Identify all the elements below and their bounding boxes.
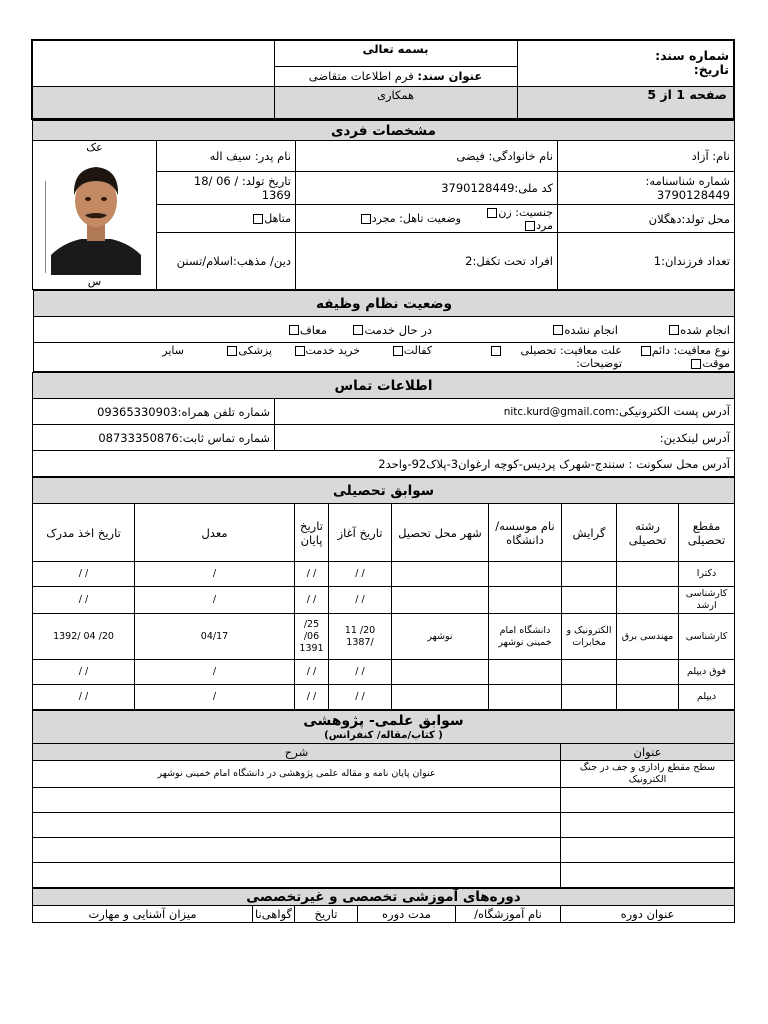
research-table: [32, 710, 735, 888]
edu-cell: / /: [33, 660, 135, 685]
edu-cell: / /: [329, 562, 392, 587]
edu-cell: / /: [329, 660, 392, 685]
logo-cell: [32, 40, 274, 86]
education-section-title: سوابق تحصیلی: [33, 478, 735, 504]
edu-cell: [489, 562, 562, 587]
military-exempt: [288, 323, 327, 337]
edu-cell: /: [135, 562, 295, 587]
exempt-reason-group: [502, 344, 622, 370]
exempt-temporary-label: موقت: [702, 357, 730, 370]
edu-cell: فوق دیپلم: [679, 660, 735, 685]
marital-married-checkbox[interactable]: [253, 214, 263, 224]
exempt-medical-checkbox[interactable]: [227, 346, 237, 356]
table-row: [33, 685, 735, 710]
edu-cell: [562, 587, 617, 614]
edu-cell: /: [135, 587, 295, 614]
edu-cell: 25/ 06/ 1391: [295, 614, 329, 660]
gender-label: جنسیت:: [515, 205, 553, 219]
exempt-type-label: نوع معافیت:: [673, 344, 730, 357]
edu-cell: 04/17: [135, 614, 295, 660]
edu-cell: / /: [295, 562, 329, 587]
id-number-label: شماره شناسنامه:: [645, 174, 730, 189]
edu-header-graduation-date: تاریخ اخذ مدرک: [33, 504, 135, 562]
edu-cell: دکترا: [679, 562, 735, 587]
home-address: آدرس محل سکونت : سنندج-شهرک پردیس-کوچه ارغوان3-پلاک92-واحد2: [33, 451, 735, 477]
gender-female-checkbox[interactable]: [487, 208, 497, 218]
doc-number-label: شماره سند:: [655, 48, 729, 64]
edu-cell: 20/ 04 /1392: [33, 614, 135, 660]
edu-header-end-date: تاریخ پایان: [295, 504, 329, 562]
education-table: [32, 477, 735, 710]
edu-cell: [562, 660, 617, 685]
edu-cell: [562, 562, 617, 587]
edu-cell: /: [135, 685, 295, 710]
research-cell: سطح مقطع رادازی و جف در جنگ الکترونیک: [561, 761, 735, 788]
table-row: [33, 761, 735, 788]
edu-cell: [489, 587, 562, 614]
table-row: [33, 660, 735, 685]
email-label: آدرس پست الکترونیکی:: [615, 404, 730, 418]
id-number-value: 3790128449: [656, 188, 730, 203]
mobile-number: شماره تلفن همراه:09365330903: [33, 399, 275, 425]
contact-table: [32, 372, 735, 477]
table-row: [33, 788, 735, 813]
email-value: nitc.kurd@gmail.com: [503, 406, 616, 418]
table-row: [33, 838, 735, 863]
landline-number: شماره تماس ثابت:08733350876: [33, 425, 275, 451]
edu-cell: [392, 562, 489, 587]
military-in-service-label: در حال خدمت: [364, 322, 432, 337]
photo-divider: [45, 181, 46, 273]
research-cell: [33, 838, 561, 863]
research-cell: [33, 788, 561, 813]
edu-cell: [392, 660, 489, 685]
military-not-done: [432, 323, 618, 337]
edu-cell: [617, 660, 679, 685]
education-header-row: [33, 504, 735, 562]
courses-section-title: دوره‌های آموزشی تخصصی و غیرتخصصی: [32, 889, 734, 906]
photo-label-bottom: س: [87, 275, 102, 288]
edu-cell: دیپلم: [679, 685, 735, 710]
research-header-title: عنوان: [561, 744, 735, 761]
birth-date-label: تاریخ تولد:: [241, 174, 291, 189]
edu-header-field: رشته تحصیلی: [617, 504, 679, 562]
edu-cell: 20/ 11 /1387: [329, 614, 392, 660]
course-header-duration: مدت دوره: [358, 906, 456, 923]
edu-cell: / /: [295, 660, 329, 685]
military-exempt-label: معاف: [299, 322, 327, 337]
photo-label-top: عک: [86, 141, 103, 154]
military-not-done-checkbox[interactable]: [553, 325, 563, 335]
research-cell: عنوان پایان نامه و مقاله علمی پژوهشی در دانشگاه امام خمینی نوشهر: [33, 761, 561, 788]
email-cell: [275, 399, 735, 425]
photo-cell: [32, 141, 156, 290]
edu-header-university: نام موسسه/ دانشگاه: [489, 504, 562, 562]
edu-cell: نوشهر: [392, 614, 489, 660]
marital-married-cell: [157, 205, 296, 232]
military-in-service: [327, 323, 432, 337]
dependents-count: افراد تحت تکفل:2: [296, 232, 558, 289]
edu-cell: [489, 660, 562, 685]
exempt-educational-label: تحصیلی: [520, 344, 557, 357]
research-cell: [561, 863, 735, 888]
edu-cell: [489, 685, 562, 710]
exempt-sponsorship: [360, 344, 432, 370]
edu-cell: [617, 587, 679, 614]
courses-table: [32, 888, 735, 923]
edu-header-degree: مقطع تحصیلی: [679, 504, 735, 562]
edu-cell: / /: [295, 685, 329, 710]
exempt-buyout-label: خرید خدمت: [305, 344, 360, 357]
edu-cell: [617, 562, 679, 587]
applicant-form: [33, 39, 735, 923]
military-section-title: وضعیت نظام وظیفه: [34, 291, 735, 317]
exempt-permanent-label: دائم: [651, 344, 671, 357]
father-name: نام پدر: سیف اله: [157, 141, 296, 172]
personal-section-title: مشخصات فردی: [32, 121, 734, 141]
course-header-date: تاریخ: [295, 906, 358, 923]
exempt-temporary-checkbox[interactable]: [691, 359, 701, 369]
exempt-other-label: سایر: [162, 344, 184, 357]
birth-date-cell: [157, 172, 296, 205]
marital-label: وضعیت تاهل:: [399, 211, 461, 225]
exempt-medical: [184, 344, 272, 370]
gender-group: [465, 206, 557, 232]
edu-header-gpa: معدل: [135, 504, 295, 562]
gender-male-label: مرد: [536, 218, 553, 232]
military-done: [618, 323, 730, 337]
marital-married-label: متاهل: [264, 211, 291, 225]
edu-header-start-date: تاریخ آغاز: [329, 504, 392, 562]
exempt-reason-label: علت معافیت:: [559, 344, 622, 357]
table-row: [33, 813, 735, 838]
edu-cell: [617, 685, 679, 710]
research-cell: [561, 813, 735, 838]
gender-female-label: زن: [498, 205, 512, 219]
military-done-label: انجام شده: [680, 322, 730, 337]
edu-cell: / /: [33, 685, 135, 710]
table-row: [33, 614, 735, 660]
edu-header-specialty: گرایش: [562, 504, 617, 562]
family-name: نام خانوادگی: فیضی: [296, 141, 558, 172]
doc-title-value: فرم اطلاعات متقاضی: [308, 69, 414, 83]
exempt-medical-label: پزشکی: [238, 344, 272, 357]
children-count: تعداد فرزندان:1: [558, 232, 735, 289]
edu-cell: / /: [329, 685, 392, 710]
edu-cell: / /: [329, 587, 392, 614]
exemption-row: [34, 343, 735, 372]
exempt-type-group: [622, 344, 730, 370]
research-section-header: [33, 711, 735, 744]
table-row: [33, 587, 735, 614]
exempt-buyout: [272, 344, 360, 370]
edu-cell: [562, 685, 617, 710]
id-number-cell: [558, 172, 735, 205]
research-cell: [33, 863, 561, 888]
exempt-sponsorship-checkbox[interactable]: [393, 346, 403, 356]
doc-title-cell: [274, 66, 517, 86]
table-row: [33, 562, 735, 587]
military-not-done-label: انجام نشده: [564, 322, 618, 337]
cooperation-label: همکاری: [274, 86, 517, 119]
edu-cell: / /: [33, 587, 135, 614]
edu-cell: / /: [33, 562, 135, 587]
edu-cell: /: [135, 660, 295, 685]
birth-place: محل تولد:دهگلان: [558, 205, 735, 232]
marital-group: [296, 212, 465, 226]
gender-marital-cell: [296, 205, 558, 232]
doc-number-date-cell: [517, 40, 734, 86]
exempt-educational-box: [432, 344, 502, 370]
contact-section-title: اطلاعات تماس: [33, 373, 735, 399]
course-header-title: عنوان دوره: [561, 906, 735, 923]
linkedin: آدرس لینکدین:: [275, 425, 735, 451]
course-header-certificate: گواهی‌نا: [253, 906, 295, 923]
military-status-row: [34, 317, 735, 343]
research-cell: [33, 813, 561, 838]
form-header: [31, 39, 735, 120]
military-in-service-checkbox[interactable]: [353, 325, 363, 335]
exempt-buyout-checkbox[interactable]: [295, 346, 305, 356]
research-cell: [561, 838, 735, 863]
date-label: تاریخ:: [693, 62, 729, 78]
edu-cell: [392, 587, 489, 614]
notes-label: توضیحات:: [576, 357, 622, 370]
course-header-institute: نام آموزشگاه/: [456, 906, 561, 923]
edu-header-city: شهر محل تحصیل: [392, 504, 489, 562]
course-header-skill-level: میزان آشنایی و مهارت: [32, 906, 252, 923]
edu-cell: دانشگاه امام خمینی نوشهر: [489, 614, 562, 660]
edu-cell: / /: [295, 587, 329, 614]
military-status-table: [33, 290, 735, 372]
applicant-photo: [51, 159, 141, 275]
marital-single-label: مجرد: [371, 211, 396, 225]
basmala: بسمه تعالی: [274, 40, 517, 66]
military-done-checkbox[interactable]: [669, 325, 679, 335]
page-number: صفحه 1 از 5: [517, 86, 734, 119]
first-name: نام: آزاد: [558, 141, 735, 172]
birth-date-value: 18/ 06 /: [193, 174, 239, 189]
research-section-title: سوابق علمی- پژوهشی: [303, 712, 464, 729]
doc-title-label: عنوان سند:: [417, 69, 483, 83]
header-empty-cell: [32, 86, 274, 119]
exempt-sponsorship-label: کفالت: [403, 344, 432, 357]
research-header-description: شرح: [33, 744, 561, 761]
edu-cell: مهندسی برق: [617, 614, 679, 660]
birth-year: 1369: [261, 188, 291, 203]
exempt-permanent-checkbox[interactable]: [641, 346, 651, 356]
marital-single-checkbox[interactable]: [361, 214, 371, 224]
edu-cell: کارشناسی ارشد: [679, 587, 735, 614]
religion: دین/ مذهب:اسلام/تسنن: [157, 232, 296, 289]
military-exempt-checkbox[interactable]: [289, 325, 299, 335]
exempt-educational-checkbox[interactable]: [491, 346, 501, 356]
edu-cell: [392, 685, 489, 710]
edu-cell: الکترونیک و مخابرات: [562, 614, 617, 660]
table-row: [33, 863, 735, 888]
edu-cell: کارشناسی: [679, 614, 735, 660]
research-section-subtitle: ( کتاب/مقاله/ کنفرانس): [324, 729, 443, 741]
national-code: کد ملی:3790128449: [296, 172, 558, 205]
personal-info-table: [32, 120, 735, 290]
research-cell: [561, 788, 735, 813]
gender-male-checkbox[interactable]: [525, 221, 535, 231]
